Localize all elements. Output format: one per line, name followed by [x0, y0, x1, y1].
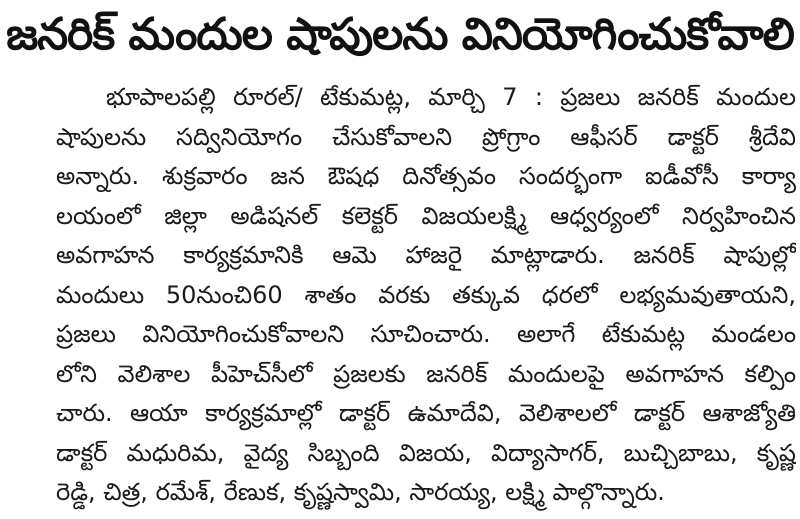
article-line: చారు. ఆయా కార్యక్రమాల్లో డాక్టర్ ఉమాదేవి, వెలిశాలలో డాక్టర్ ఆశాజ్యోతి	[56, 399, 796, 427]
article-line: డాక్టర్ మధురిమ, వైద్య సిబ్బంది విజయ, విద్యాసాగర్, బుచ్చిబాబు, కృష్ణ	[56, 438, 796, 467]
article-line: మందులు 50నుంచి60 శాతం వరకు తక్కువ ధరలో లభ్యమవుతాయని,	[56, 280, 796, 309]
article-line: అన్నారు. శుక్రవారం జన ఔషధ దినోత్సవం సందర్భంగా ఐడీవోసీ కార్యా	[56, 162, 796, 190]
headline: జనరిక్ మందుల షాపులను వినియోగించుకోవాలి	[6, 9, 794, 60]
article-body	[56, 78, 796, 513]
article-line: భూపాలపల్లి రూరల్/ టేకుమట్ల, మార్చి 7 : ప్రజలు జనరిక్ మందుల	[106, 83, 796, 111]
article-line: షాపులను సద్వినియోగం చేసుకోవాలని ప్రోగ్రాం ఆఫీసర్ డాక్టర్ శ్రీదేవి	[56, 122, 796, 151]
article-line: అవగాహన కార్యక్రమానికి ఆమె హాజరై మాట్లాడారు. జనరిక్ షాపుల్లో	[56, 241, 796, 269]
article-line: లోని వెలిశాల పీహెచ్‌సీలో ప్రజలకు జనరిక్ మందులపై అవగాహన కల్పిం	[56, 359, 796, 388]
article-line: లయంలో జిల్లా అడిషనల్ కలెక్టర్ విజయలక్ష్మి ఆధ్వర్యంలో నిర్వహించిన	[56, 201, 796, 230]
article-line: రెడ్డి, చిత్ర, రమేశ్, రేణుక, కృష్ణస్వామి, సారయ్య, లక్ష్మి పాల్గొన్నారు.	[56, 478, 665, 506]
article-line: ప్రజలు వినియోగించుకోవాలని సూచించారు. అలాగే టేకుమట్ల మండలం	[56, 320, 796, 348]
